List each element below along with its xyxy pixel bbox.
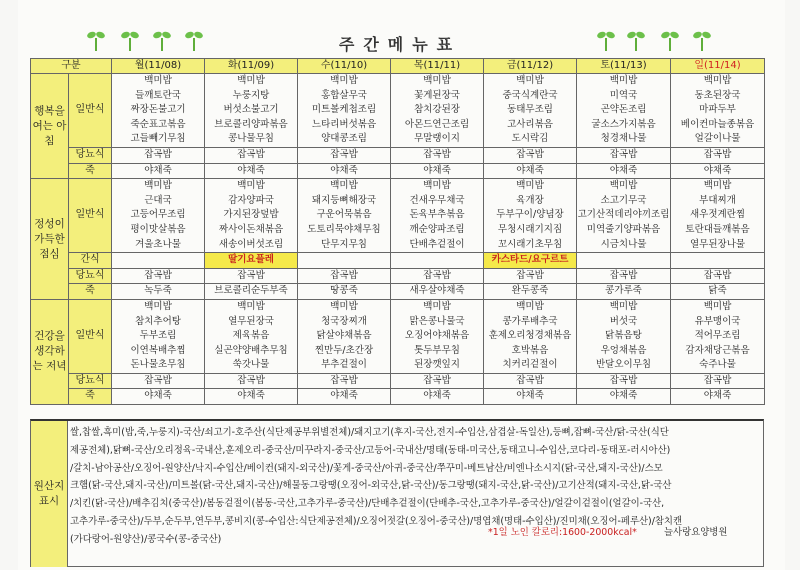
dish: 톳두부무침 [414,344,460,356]
dish: 얼갈이나물 [694,133,741,145]
dish: 무청시래기지짐 [497,223,563,235]
dish: 맑은콩나물국 [409,315,465,327]
dish: 백미밥 [237,75,265,86]
dish: 미역줄기양파볶음 [586,223,661,235]
dish: 아몬드연근조림 [404,118,470,130]
dish: 도토리묵야채무침 [307,223,381,235]
lunch-snack-row [31,253,765,269]
porridge-cell: 닭죽 [671,284,765,300]
row-label: 당뇨식 [69,373,112,389]
snack-cell [671,253,765,269]
dish: 닭볶음탕 [605,330,642,342]
dish: 백미밥 [516,300,544,312]
dish: 이연복배추찜 [130,344,186,356]
porridge-cell: 야채죽 [671,389,765,405]
porridge-cell: 콩가루죽 [577,284,671,300]
dish: 백미밥 [703,180,732,192]
dish: 짜장돈불고기 [130,104,186,116]
dish: 겨울초나물 [135,238,181,250]
dish: 두부구이/양념장 [496,209,564,221]
dish: 콩가루배추국 [502,315,558,327]
dish: 양대콩조림 [321,133,367,145]
dish: 백미밥 [516,180,544,192]
day-header-sunday: 일(11/14) [671,59,765,74]
dish: 굴소스가지볶음 [591,118,656,130]
dish: 토란대들깨볶음 [685,223,750,235]
breakfast-general-row [31,74,765,148]
origin-text [70,424,760,549]
diabetic-cell: 잡곡밥 [298,268,391,284]
dish: 백미밥 [237,180,265,192]
header-label: 구분 [31,59,112,74]
porridge-cell: 야채죽 [205,389,298,405]
dish: 오징어야채볶음 [404,330,470,342]
row-label: 일반식 [69,74,112,148]
dish: 고기산적데리야끼조림 [577,209,670,221]
row-label: 일반식 [69,179,112,253]
lunch-label: 정성이 가득한 점심 [31,179,69,300]
porridge-cell: 야채죽 [484,389,577,405]
menu-cell [298,179,391,253]
origin-line: 쌀,찹쌀,흑미(밥,죽,누룽지)-국산/쇠고기-호주산(식단제공부위별전체)/돼지고기(후지-국산,전지-수입산,삼겹살-독일산),등뼈,잡뼈-국산/닭-국산(식단 [70,427,669,438]
menu-cell [577,179,671,253]
dish: 훈제오리청경채볶음 [488,330,572,342]
diabetic-cell: 잡곡밥 [671,268,765,284]
dish: 돈육부추볶음 [409,209,465,221]
menu-cell [205,74,298,148]
row-label: 죽 [69,389,112,405]
row-label: 간식 [69,253,112,269]
porridge-cell: 완두콩죽 [484,284,577,300]
dish: 새우젓계란찜 [689,209,746,221]
day-header: 목(11/11) [391,59,484,74]
porridge-cell: 야채죽 [577,389,671,405]
snack-cell [577,253,671,269]
snack-cell: 딸기요플레 [205,253,298,269]
dish: 청국장찌개 [321,315,367,327]
row-label: 당뇨식 [69,147,112,163]
dish: 백미밥 [237,300,265,312]
diabetic-cell: 잡곡밥 [577,268,671,284]
dish: 우엉채볶음 [600,344,647,356]
dish: 호박볶음 [511,344,549,356]
porridge-cell: 브로콜리순두부죽 [205,284,298,300]
diabetic-cell: 잡곡밥 [391,268,484,284]
dish: 백미밥 [609,180,638,192]
breakfast-porridge-row [31,163,765,179]
menu-cell [484,299,577,373]
dish: 꽃게된장국 [414,89,460,101]
porridge-cell: 땅콩죽 [298,284,391,300]
menu-cell [298,299,391,373]
dish: 들깨토란국 [135,89,181,101]
dish: 새송이버섯조림 [218,238,284,250]
dish: 고등어무조림 [130,209,186,221]
diabetic-cell: 잡곡밥 [205,373,298,389]
menu-cell [577,299,671,373]
hospital-name: 늘사랑요양병원 [664,527,728,538]
page-title: 주간메뉴표 [338,35,462,54]
dish: 백미밥 [330,75,358,86]
row-label: 죽 [69,163,112,179]
dish: 백미밥 [703,75,732,86]
dish: 실곤약양배추무침 [214,344,288,356]
menu-cell [391,74,484,148]
dish: 베이컨마늘종볶음 [680,118,755,130]
dish: 깨순양파조림 [409,223,465,235]
dish: 적어무조림 [694,330,741,342]
porridge-cell: 야채죽 [484,163,577,179]
porridge-cell: 녹두죽 [112,284,205,300]
menu-cell [391,179,484,253]
dish: 동초된장국 [694,89,741,101]
dish: 찐만두/초간장 [314,344,374,356]
diabetic-cell: 잡곡밥 [112,147,205,163]
origin-label: 원산지 표시 [31,421,68,567]
dish: 백미밥 [423,300,451,312]
porridge-cell: 야채죽 [112,163,205,179]
dish: 치커리겉절이 [502,359,558,371]
origin-line: 고추가루-중국산)/두부,순두부,연두부,콩비지(콩-수입산:식단제공전체)/오징어젓갈(오징어-중국산)/명엽채(명태-수입산)/진미채(오징어-페루산)/참치캔 [70,515,683,527]
dish: 미역국 [609,89,638,101]
diabetic-cell: 잡곡밥 [577,373,671,389]
menu-cell [671,299,765,373]
dish: 백미밥 [330,300,358,312]
dish: 가지된장덮밥 [223,209,279,221]
dish: 참치추어탕 [135,315,181,327]
diabetic-cell: 잡곡밥 [391,373,484,389]
porridge-cell: 야채죽 [671,163,765,179]
diabetic-cell: 잡곡밥 [205,268,298,284]
dish: 제육볶음 [232,330,270,342]
menu-cell [298,74,391,148]
menu-cell [205,179,298,253]
dish: 부대찌개 [699,194,736,206]
dish: 백미밥 [609,300,638,312]
snack-cell [298,253,391,269]
origin-line: 크햄(닭-국산,돼지-국산)/미트볼(닭-국산,돼지-국산)/해물동그랑땡(오징어-외국산,닭-국산)/동그랑땡(돼지-국산,닭-국산)/고기산적(돼지-국산,닭-국산 [70,480,672,492]
snack-cell [391,253,484,269]
dish: 백미밥 [516,75,544,86]
origin-line: (가다랑어-원양산)/콩국수(콩-중국산) [70,533,222,545]
dish: 백미밥 [144,180,172,192]
dish: 동태무조림 [507,104,553,116]
dish: 버섯소불고기 [223,104,279,116]
dish: 열무된장국 [228,315,274,327]
dish: 감자양파국 [228,194,274,206]
menu-cell [671,74,765,148]
dish: 중국식계란국 [502,89,558,101]
dish: 누룽지탕 [232,89,270,101]
dish: 백미밥 [703,300,732,312]
dish: 무말랭이지 [414,133,460,145]
dish: 마파두부 [699,104,736,116]
dish: 백미밥 [144,300,172,312]
menu-cell [484,179,577,253]
diabetic-cell: 잡곡밥 [205,147,298,163]
snack-cell: 카스타드/요구르트 [484,253,577,269]
dish: 반달오이무침 [595,359,652,371]
origin-line: /갈치-남아공산/오징어-원양산/낙지-수입산/베이컨(돼지-외국산)/꽃게-중국산/아귀-중국산/쭈꾸미-베트남산/비엔나소시지(닭-국산,돼지-국산)/스모 [70,462,663,474]
dish: 고사리볶음 [507,118,553,130]
day-header: 토(11/13) [577,59,671,74]
dish: 근대국 [144,194,172,206]
dish: 건새우무채국 [409,194,465,206]
diabetic-cell: 잡곡밥 [112,268,205,284]
porridge-cell: 야채죽 [391,389,484,405]
diabetic-cell: 잡곡밥 [671,147,765,163]
weekly-menu-table [30,58,765,405]
menu-cell [112,179,205,253]
dish: 홍합살무국 [321,89,367,101]
dinner-diabetic-row [31,373,765,389]
dish: 두부조림 [139,330,177,342]
day-header: 월(11/08) [112,59,205,74]
dish: 돈나물초무침 [130,359,186,371]
dish: 단배추겉절이 [409,238,465,250]
dish: 백미밥 [144,75,172,86]
dish: 소고기무국 [600,194,647,206]
dish: 유부맹이국 [694,315,741,327]
dish: 쑥갓나물 [232,359,270,371]
calorie-note: *1일 노인 칼로리:1600-2000kcal* [488,527,637,538]
diabetic-cell: 잡곡밥 [577,147,671,163]
breakfast-label: 행복을 여는 아침 [31,74,69,179]
dish: 느타리버섯볶음 [311,118,377,130]
porridge-cell: 야채죽 [205,163,298,179]
day-header: 화(11/09) [205,59,298,74]
dish: 숙주나물 [699,359,736,371]
porridge-cell: 야채죽 [298,163,391,179]
dish: 단무지무침 [321,238,367,250]
day-header: 수(11/10) [298,59,391,74]
diabetic-cell: 잡곡밥 [298,147,391,163]
menu-cell [671,179,765,253]
day-header: 금(11/12) [484,59,577,74]
origin-section [30,419,764,567]
menu-cell [484,74,577,148]
dish: 꼬시래기초무침 [497,238,563,250]
dinner-general-row [31,299,765,373]
dish: 고들빼기무침 [130,133,186,145]
menu-cell [391,299,484,373]
dish: 콩나물무침 [228,133,274,145]
porridge-cell: 야채죽 [577,163,671,179]
dish: 참치강된장 [414,104,460,116]
dish: 평이맛살볶음 [130,223,186,235]
dish: 구운어묵볶음 [316,209,372,221]
dish: 곤약돈조림 [600,104,647,116]
dish: 브로콜리양파볶음 [214,118,288,130]
lunch-porridge-row [31,284,765,300]
row-label: 당뇨식 [69,268,112,284]
dish: 닭살야채볶음 [316,330,372,342]
dish: 청경채나물 [600,133,647,145]
dish: 백미밥 [330,180,358,192]
dish: 부추겉절이 [321,359,367,371]
dish: 돼지등뼈해장국 [311,194,377,206]
row-label: 죽 [69,284,112,300]
diabetic-cell: 잡곡밥 [391,147,484,163]
dish: 짜사이돈채볶음 [218,223,284,235]
dish: 죽순표고볶음 [130,118,186,130]
dish: 백미밥 [609,75,638,86]
snack-cell [112,253,205,269]
menu-cell [112,74,205,148]
dish: 열무된장나물 [689,238,746,250]
porridge-cell: 야채죽 [112,389,205,405]
diabetic-cell: 잡곡밥 [112,373,205,389]
porridge-cell: 새우살야채죽 [391,284,484,300]
dinner-porridge-row [31,389,765,405]
diabetic-cell: 잡곡밥 [298,373,391,389]
diabetic-cell: 잡곡밥 [671,373,765,389]
origin-line: /치킨(닭-국산)/배추김치(중국산)/봄동겉절이(봄동-국산,고추가루-중국산)/단배추겉절이(단배추-국산,고추가루-중국산)/얼갈이겉절이(얼갈이-국산, [70,498,665,510]
menu-cell [205,299,298,373]
diabetic-cell: 잡곡밥 [484,373,577,389]
menu-cell [112,299,205,373]
diabetic-cell: 잡곡밥 [484,268,577,284]
dish: 백미밥 [423,180,451,192]
dish: 백미밥 [423,75,451,86]
dish: 시금치나물 [600,238,647,250]
origin-line: 제공전체),닭뼈-국산/오리정육-국내산,훈제오리-중국산/미꾸라지-중국산/고등어-국내산/명태(동태-미국산,동태고니-수입산,코다리-동태포-러시아산) [70,444,671,456]
porridge-cell: 야채죽 [391,163,484,179]
dish: 버섯국 [609,315,638,327]
lunch-diabetic-row [31,268,765,284]
menu-cell [577,74,671,148]
dish: 도시락김 [511,133,549,145]
dish: 미트볼케첩조림 [311,104,377,116]
breakfast-diabetic-row [31,147,765,163]
dish: 된장깻잎지 [414,359,460,371]
diabetic-cell: 잡곡밥 [484,147,577,163]
dinner-label: 건강을 생각하는 저녁 [31,299,69,404]
dish: 육개장 [516,194,544,206]
lunch-general-row [31,179,765,253]
dish: 감자채당근볶음 [685,344,750,356]
porridge-cell: 야채죽 [298,389,391,405]
header-row [31,59,765,74]
row-label: 일반식 [69,299,112,373]
